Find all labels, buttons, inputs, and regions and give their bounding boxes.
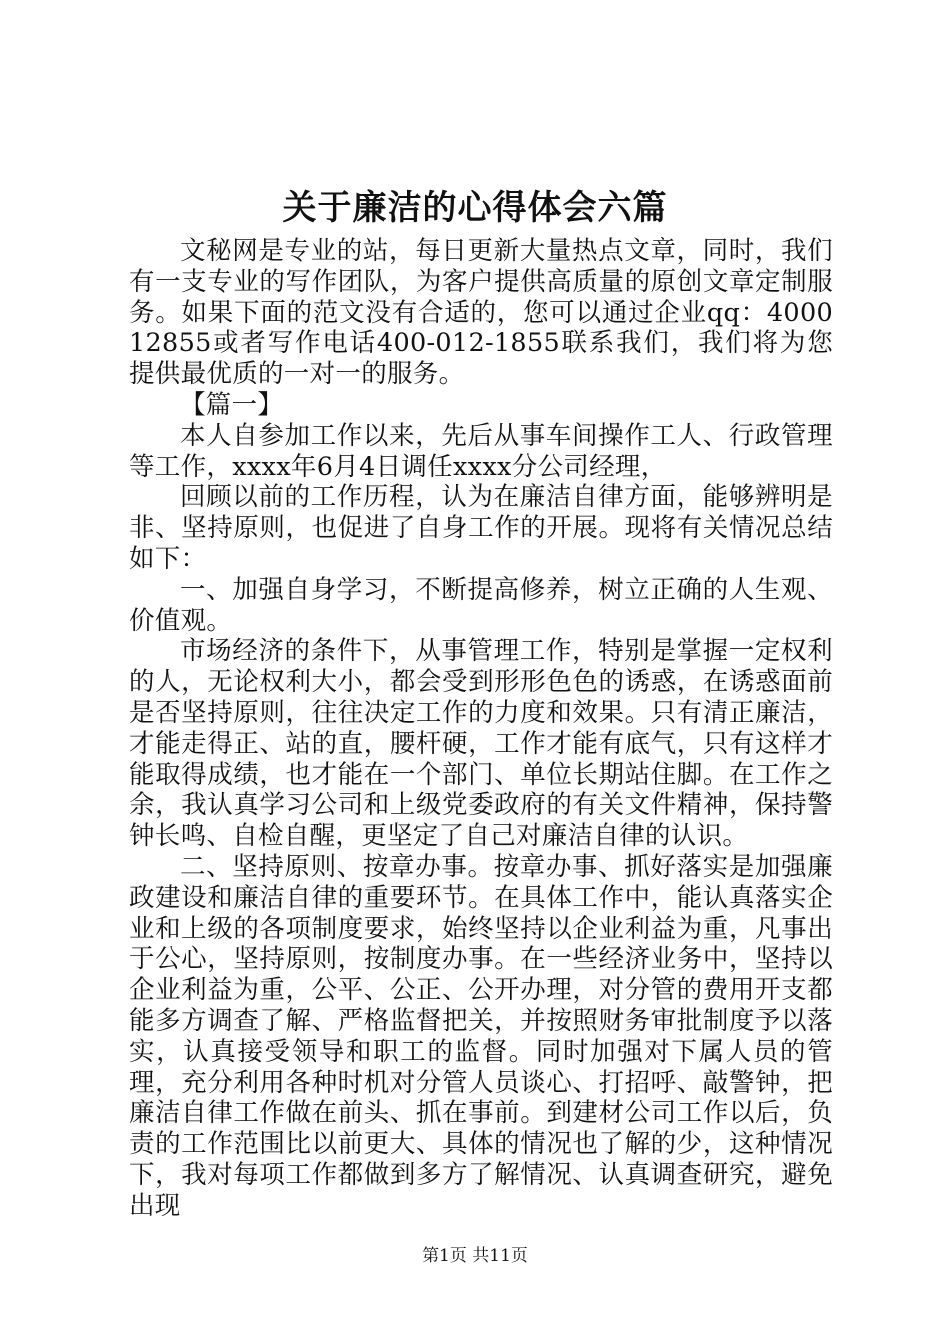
page-footer: 第1页 共11页 (422, 1246, 528, 1266)
section-heading: 【篇一】 (180, 389, 284, 420)
paragraph: 市场经济的条件下，从事管理工作，特别是掌握一定权利的人，无论权利大小，都会受到形形色色的诱惑，在诱惑面前是否坚持原则，往往决定工作的力度和效果。只有清正廉洁，才能走得正、站的直，腰杆硬，工作才能有底气，只有这样才能取得成绩，也才能在一个部门、单位长期站住脚。在工作之余，我认真学习公司和上级党委政府的有关文件精神，保持警钟长鸣、自检自醒，更坚定了自己对廉洁自律的认识。 (129, 636, 833, 852)
paragraph-intro: 文秘网是专业的站，每日更新大量热点文章，同时，我们有一支专业的写作团队，为客户提供高质量的原创文章定制服务。如果下面的范文没有合适的，您可以通过企业qq：400012855或者写作电话400-012-1855联系我们，我们将为您提供最优质的一对一的服务。 (129, 236, 833, 390)
paragraph: 回顾以前的工作历程，认为在廉洁自律方面，能够辨明是非、坚持原则，也促进了自身工作的开展。现将有关情况总结如下： (129, 482, 833, 574)
paragraph-point-two: 二、坚持原则、按章办事。按章办事、抓好落实是加强廉政建设和廉洁自律的重要环节。在具体工作中，能认真落实企业和上级的各项制度要求，始终坚持以企业利益为重，凡事出于公心，坚持原则，按制度办事。在一些经济业务中，坚持以企业利益为重，公平、公正、公开办理，对分管的费用开支都能多方调查了解、严格监督把关，并按照财务审批制度予以落实，认真接受领导和职工的监督。同时加强对下属人员的管理，充分利用各种时机对分管人员谈心、打招呼、敲警钟，把廉洁自律工作做在前头、抓在事前。到建材公司工作以后，负责的工作范围比以前更大、具体的情况也了解的少，这种情况下，我对每项工作都做到多方了解情况、认真调查研究，避免出现 (129, 851, 833, 1221)
paragraph-point-one: 一、加强自身学习，不断提高修养，树立正确的人生观、价值观。 (129, 574, 833, 636)
paragraph: 本人自参加工作以来，先后从事车间操作工人、行政管理等工作，xxxx年6月4日调任xxxx分公司经理， (129, 420, 833, 482)
document-body (129, 236, 833, 1222)
document-title: 关于廉洁的心得体会六篇 (282, 188, 668, 228)
